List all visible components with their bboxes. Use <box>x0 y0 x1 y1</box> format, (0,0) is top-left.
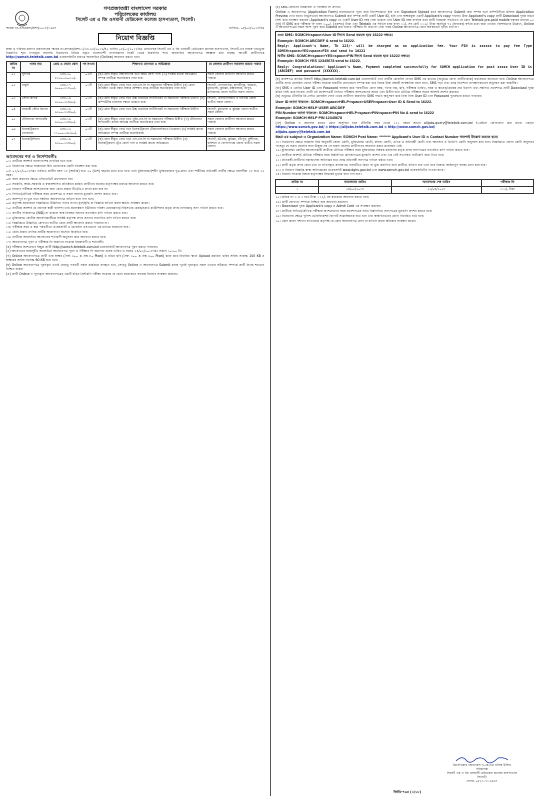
condition-item: ০২। নিয়োগের ক্ষেত্রে সরকারের বিধি মোতাবেক কোটা সংরক্ষণ করা হবে। <box>6 163 98 168</box>
table-cell: গ্রেড-১৩ ১১০০০-২৬৫৯০/- <box>51 126 81 136</box>
table-cell: সিলেট, মৌলভীবাজার ও হবিগঞ্জ জেলা ব্যতীত সকল জেলা। <box>206 96 264 106</box>
sms1-example: Example: SOMCH ABCDEF & send to 16222. <box>277 39 356 44</box>
table-row <box>7 116 265 126</box>
fee-table-header-row <box>276 180 534 187</box>
table-cell: ০১টি <box>81 126 97 136</box>
help-paragraph <box>275 122 534 130</box>
intro-paragraph <box>6 48 265 60</box>
table-cell: ০৫ <box>7 116 21 126</box>
condition-item: ১৫। কোন প্রকার তদবির প্রার্থীর অযোগ্যতা হিসেবে বিবেচিত হবে। <box>6 230 89 235</box>
table-cell: গ্রেড-১৬ ৯৩০০-২২৪৯০/- <box>51 116 81 126</box>
memo-date: তারিখঃ- ০৪/০৩/২০১৮খ্রিঃ <box>228 26 265 31</box>
table-row <box>7 106 265 116</box>
signatory-org: সিলেট এম এ জি ওসমানী মেডিকেল কলেজ হাসপাতাল <box>446 771 518 776</box>
sms2-example: Example: SOMCH YES 12345678 send to 16222. <box>277 59 361 64</box>
list-item: ২০। প্রার্থীকে অবশ্যই মৌখিক পরীক্ষার সময় নিম্নলিখিত কাগজপত্রের মূলকপি প্রদর্শন এবং এক সেট সত্যায়িত ফটোকপি জমা দিতে হবে। <box>275 153 445 158</box>
recovery-paragraph: (ঝ) শুধুমাত্র টেলিটক প্রি-পেইড মোবাইল ফোন থেকে প্রার্থীগণ নিম্নবর্ণিত SMS পদ্ধতি অনুসরণ করে নিজ নিজ User ID এবং Password পুনরুদ্ধার করতে পারবেন। <box>275 94 483 99</box>
col-header-post: পদের নাম <box>21 62 51 72</box>
header-line-hospital: সিলেট এম এ জি ওসমানী মেডিকেল কলেজ হাসপাতাল, সিলেট। <box>75 18 195 24</box>
table-cell: ০৪ <box>7 106 21 116</box>
list-item: ২২। প্রার্থী কর্তৃক প্রদত্ত কোন তথ্য বা দাখিলকৃত কাগজপত্র পরবর্তীতে মিথ্যা বা ভুয়া প্রমাণিত হলে প্রার্থীতা বাতিল হবে এবং তার বিরুদ্ধে আইনানুগ ব্যবস্থা গ্রহণ করা হবে। <box>275 162 487 167</box>
list-item: ২১। প্রতিবন্ধী প্রার্থীদের সমাজসেবা অধিদপ্তর হতে প্রাপ্ত প্রতিবন্ধী সনদপত্র দাখিল করতে হবে। <box>275 158 393 162</box>
table-cell: ইলেকট্রিশিয়ান <box>21 137 51 151</box>
online-instruction-item: (ঙ) প্রার্থী Online এ পূরণকৃত আবেদনপত্রের একটি রঙিন প্রিন্টকপি পরীক্ষা সংক্রান্ত যে কোন প্রয়োজনে সহায়ক হিসেবে সংরক্ষণ করবেন। <box>6 271 178 276</box>
table-cell: (ক) কোন স্বীকৃত বোর্ড হতে এইচ.এস.সি বা সমমানের পরীক্ষায় উত্তীর্ণ। (খ) টেলিফোন অপারেটিং কাজে অভিজ্ঞ প্রার্থীকে অগ্রাধিকার দেয়া হবে। <box>97 116 207 126</box>
list-item: ২৭। Download পূর্বক Applicant's copy ও Admit Card এর সংরক্ষণ করবেন। <box>275 204 382 209</box>
right-items-list <box>275 141 534 178</box>
posts-table <box>6 61 265 151</box>
posts-table-body <box>7 72 265 150</box>
fee-col-start: আবেদনের তারিখ <box>319 180 392 187</box>
table-cell: সহকারী স্টোর কিপার <box>21 106 51 116</box>
table-cell: গ্রেড-১৭ ৯০০০-২১৮০০/- <box>51 82 81 96</box>
table-cell: গ্রেড-১৬ ৯৩০০-২২৪৯০/- <box>51 106 81 116</box>
fee-cell: ২৪/০৩/২০১৮ <box>319 187 392 194</box>
conditions-title: আবেদনের শর্ত ও নির্দেশাবলীঃ <box>6 154 57 159</box>
table-cell: ০১টি <box>81 116 97 126</box>
list-item: ২৯। নিয়োগের ক্ষেত্রে পুলিশ ভেরিফিকেশন রিপোর্ট সন্তোষজনক হতে হবে এবং স্বাস্থ্যগতভাবে যোগ্য বিবেচিত হতে হবে। <box>275 214 425 219</box>
col-header-count: পদ সংখ্যা <box>81 62 97 72</box>
condition-item: ০৩। ০১/০৩/২০১৮খ্রিঃ তারিখে প্রার্থীর বয়স ১৮ (আঠার) হতে ৩০ (ত্রিশ) বছরের মধ্যে হতে হবে। তবে মুক্তিযোদ্ধা/শহীদ মুক্তিযোদ্ধার পুত্র-কন্যা এবং শারীরিক প্রতিবন্ধী প্রার্থীর ক্ষেত্রে বয়সসীমা ১৮ হতে ৩২ বছর। <box>6 168 265 177</box>
intro-tail: ওয়েবসাইটের মাধ্যমে অনলাইনে (Online) আবেদন করতে হবে। <box>59 54 140 59</box>
online-instruction-item: (খ) আবেদনের সময়সূচীঃ অনলাইনে আবেদনপত্র পূরণ ও পরীক্ষার ফি জমাদান শুরুর তারিখ ও সময়ঃ ২৪/০৩/২০১৮খ্রিঃ সকাল ১০:০০ টা। <box>6 249 182 254</box>
table-row <box>7 137 265 151</box>
help-links[interactable]: https://www.somch.gov.bd/ ও https://alljobs.teletalk.com.bd ও http://www.somch.gov.bd/ <box>275 124 435 129</box>
table-cell: সকল জেলার প্রার্থীগণ আবেদন করতে পারবে। <box>206 72 264 82</box>
conditions-section <box>6 154 265 276</box>
fee-table <box>275 179 534 194</box>
table-cell: (ক) কোন স্বীকৃত বোর্ড হতে এস.এস.সি বা সমমানের পরীক্ষায় উত্তীর্ণ। (খ) কোন প্রতিষ্ঠান থেকে রন্ধন বিষয়ে প্রশিক্ষণ প্রাপ্ত প্রার্থীকে অগ্রাধিকার দেয়া হবে। <box>97 82 207 96</box>
signature-block <box>434 754 530 784</box>
table-cell: সকল জেলার প্রার্থীগণ আবেদন করতে পারবে। <box>206 116 264 126</box>
mail-subject-note: Mail এর subject এ Organization Name: SOMCH Post Name: ******** Applicant's User ID ও Contact Number অবশ্যই উল্লেখ করতে হবে। <box>275 135 499 140</box>
table-cell: (ক) কোন স্বীকৃত বোর্ড হতে ইলেকট্রিক্যাল টেকনোলজিতে ডিপ্লোমা। (খ) সংশ্লিষ্ট কাজে অভিজ্ঞতা সম্পন্ন প্রার্থীকে অগ্রাধিকার। <box>97 126 207 136</box>
fee-cell: ২৩/০৪/২০১৮ <box>391 187 481 194</box>
sms-section-heading: (চ) SMS প্রেরণের নিয়মাবলী ও পরীক্ষার ফি প্রদানঃ <box>275 6 341 9</box>
table-cell: ০৩ <box>7 96 21 106</box>
condition-item: ০৮। অসম্পূর্ণ বা ভুল তথ্য সম্বলিত আবেদনপত্র বাতিল বলে গণ্য হবে। <box>6 196 94 201</box>
condition-item: ০৫। সরকারি, আধা-সরকারি ও স্বায়ত্তশাসিত প্রতিষ্ঠানে কর্মরত প্রার্থীদের যথাযথ কর্তৃপক্ষের মাধ্যমে আবেদন করতে হবে। <box>6 182 155 187</box>
header-line-government: গণপ্রজাতন্ত্রী বাংলাদেশ সরকার <box>103 6 167 12</box>
list-item: ২৪। নিয়োগ সংক্রান্ত বিষয়ে কর্তৃপক্ষের সিদ্ধান্তই চূড়ান্ত বলে গণ্য হবে। <box>275 172 362 177</box>
table-row <box>7 126 265 136</box>
memo-number: স্মারক নং-ওসমেকহা/প্রশা/২০১৮/১৬৬৭ <box>6 26 57 31</box>
sms1-reply: Reply: Applicant's Name, Tk 223/- will be charged as an application fee. Your PIN is xxxxxx to pay fee Type SOMCH<space>YES<space>PIN and send to 16222 <box>277 44 532 53</box>
col-header-qualification: শিক্ষাগত যোগ্যতা ও অভিজ্ঞতা <box>97 62 207 72</box>
online-instructions-list <box>6 246 265 277</box>
signatory-city: সিলেট। <box>477 775 487 780</box>
intro-website-link[interactable]: http://somch.teletalk.com.bd <box>6 54 59 59</box>
signatory-title: পরিচালক <box>475 767 489 772</box>
lost-pin-example: Example: SOMCH HELP PIN 12345678 <box>275 116 343 121</box>
list-item: ৩০। কোন কারণ দর্শানো ব্যতিরেকে কর্তৃপক্ষ যে কোন আবেদনপত্র গ্রহণ বা বাতিল করার অধিকার সংরক্ষণ করেন। <box>275 218 417 223</box>
table-cell: গ্রেড-১৬ ৯৩০০-২২৪৯০/- <box>51 96 81 106</box>
notice-title: নিয়োগ বিজ্ঞপ্তি <box>98 33 172 45</box>
online-instruction-item: (গ) Online আবেদনপত্রে প্রার্থী তার স্বাক্ষর (দৈর্ঘ্য ৩০০ × প্রস্থ ৮০ Pixel) ও রঙিন ছবি (দৈর্ঘ্য ৩০০ × প্রস্থ ৩০০ Pixel) স্ক্যান করে নির্ধারিত স্থানে Upload করবেন। ছবির সাইজ সর্বোচ্চ 100 KB ও স্বাক্ষরের সাইজ সর্বোচ্চ 60 KB হতে হবে। <box>6 254 265 263</box>
help-email-link[interactable]: alljobs.query@teletalk.com.bd <box>275 129 331 134</box>
right-column <box>275 6 534 796</box>
signature-scribble-icon <box>454 754 510 764</box>
table-row <box>7 72 265 82</box>
table-cell: (ক) কোন স্বীকৃত বোর্ড হতে উচ্চ মাধ্যমিক সার্টিফিকেট বা সমমানের পরীক্ষায় উত্তীর্ণ। <box>97 106 207 116</box>
col-header-serial: ক্রমিক নং <box>7 62 21 72</box>
lost-pin-sms: PIN Number জানা থাকলে: SOMCH<space>HELP<space>PIN<space>PIN No & send to 16222 <box>275 110 434 115</box>
condition-item: ১০। প্রার্থীকে অবশ্যই যে জেলার স্থায়ী বাসিন্দা তার প্রমাণস্বরূপ ইউনিয়ন পরিষদ চেয়ারম্যান/পৌরসভার মেয়র/ওয়ার্ড কাউন্সিলর কর্তৃক প্রদত্ত নাগরিকত্ব সনদ দাখিল করতে হবে। <box>6 206 224 211</box>
table-cell: সিলেট, চট্টগ্রাম, কুমিল্লা, চাঁদপুর, মুন্সীগঞ্জ, বরিশাল ও গোপালগঞ্জ জেলা ব্যতীত সকল জেলা। <box>206 137 264 151</box>
sms1-format: SOMCH<space>User ID লিখে Send করতে হবে 16222 নম্বরে। <box>294 33 393 38</box>
condition-item: ০৬। নিয়োগ পরীক্ষায় অংশগ্রহণের জন্য কোন প্রকার টিএ/ডিএ প্রদান করা হবে না। <box>6 187 109 192</box>
signatory-phone: ফোনঃ ০৮২১-৭১৩৬৬৭ <box>466 779 498 784</box>
table-cell: ০২টি <box>81 72 97 82</box>
table-cell: ইলেকট্রিক্যাল ফোরম্যান <box>21 126 51 136</box>
table-row <box>7 82 265 96</box>
table-cell: ০১টি <box>81 137 97 151</box>
list-item: ২৩। এ নিয়োগ বিজ্ঞপ্তি স্বাস্থ্য অধিদপ্তরের ওয়েবসাইট www.dghs.gov.bd এবং www.somch.gov.bd ওয়েবসাইটেও পাওয়া যাবে। <box>275 167 445 172</box>
sms2-reply: Reply: Congratulations! Applicant's Name, Payment completed successfully for SOMCH application for post xxxxx User ID is (ABCDEF) and password (XXXXXX). <box>277 64 532 73</box>
table-cell: ০১টি <box>81 96 97 106</box>
fee-cell: ১ <box>276 187 319 194</box>
table-cell: ০১টি <box>81 82 97 96</box>
admit-card-paragraph: (ছ) প্রবেশপত্র প্রাপ্তির বিষয়টি http://somch.teletalk.com.bd ওয়েবসাইটে এবং প্রার্থীর মোবাইল ফোনে SMS এর মাধ্যমে (শুধুমাত্র যোগ্য প্রার্থীদেরকে) যথাসময়ে জানানো হবে। Online আবেদনপত্রে প্রার্থীর প্রদত্ত মোবাইল ফোনে পরীক্ষা সংক্রান্ত যাবতীয় যোগাযোগ সম্পন্ন করা হবে বিধায় উক্ত নম্বরটি সার্বক্ষণিক সচল রাখা, SMS পড়া এবং প্রাপ্ত নির্দেশনা তাৎক্ষণিকভাবে অনুসরণ করা বাঞ্চনীয়। <box>275 76 534 85</box>
signatory-name: ব্রিগেডিয়ার জেনারেল এ.কে.এম নাসির উদ্দিন <box>452 763 512 768</box>
table-cell: ০২ <box>7 82 21 96</box>
table-cell: গ্রেড-২০ ৮২৫০-২০০১০/- <box>51 72 81 82</box>
online-instruction-item: (ক) পরীক্ষায় অংশগ্রহণে ইচ্ছুক প্রার্থী http://somch.teletalk.com.bd ওয়েবসাইটে আবেদনপত্র পূরণ করতে পারবেন। <box>6 244 158 249</box>
sms-instructions-box <box>275 31 534 76</box>
lost-userid-sms: User ID জানা থাকলে: SOMCH<space>HELP<space>USER<space>User ID & Send to 16222. <box>275 100 433 105</box>
sms1-label: প্রথম SMS: <box>277 33 294 38</box>
table-cell: (ক) কোন স্বীকৃত বিশ্ববিদ্যালয় হতে অষ্টম শ্রেণী পাস। (খ) সংশ্লিষ্ট কাজে অভিজ্ঞতা সম্পন্ন প্রার্থীকে অগ্রাধিকার দেয়া হবে। <box>97 72 207 82</box>
notice-header <box>6 6 265 24</box>
col-header-grade: গ্রেড ও বেতন স্কেল <box>51 62 81 72</box>
header-line-office: পরিচালকের কার্যালয় <box>114 12 156 19</box>
col-header-district: যে জেলার প্রার্থীগণ আবেদন করতে পারবে <box>206 62 264 72</box>
table-cell: বাবুর্চি <box>21 82 51 96</box>
condition-item: ১৩। বিজ্ঞপ্তিতে উল্লিখিত যোগ্যতা ব্যতীত কোন প্রার্থী আবেদন করতে পারবেন না। <box>6 220 109 225</box>
sms2-line <box>277 54 532 59</box>
table-cell: ০১ <box>7 72 21 82</box>
condition-item: ১৭। আবেদনপত্র পূরণ ও পরীক্ষার ফি জমাদান সংক্রান্ত নিয়মাবলী ও শর্তাবলীঃ <box>6 239 104 244</box>
condition-item: ০৪। বয়স প্রমাণের ক্ষেত্রে এফিডেভিট গ্রহণযোগ্য নয়। <box>6 177 73 182</box>
sms1-line <box>277 33 532 38</box>
condition-item: ১২। মুক্তিযোদ্ধা কোটায় আবেদনকারীকে সংশ্লিষ্ট কর্তৃপক্ষ প্রদত্ত সনদের সত্যায়িত কপি দাখিল করতে হবে। <box>6 215 137 220</box>
fee-col-end: আবেদনের শেষ তারিখ <box>391 180 481 187</box>
lost-userid-example: Example: SOMCH HELP USER ABCDEF <box>275 105 345 110</box>
footer-code: জিডি-৭৬৩ (২/১৮) <box>393 789 422 794</box>
intro-text: স্বাস্থ্য ও পরিবার কল্যাণ মন্ত্রণালয়ের স্মারক নং-স্বাপকম/প্রশা-১/৩এ-৩৩/২০১৬/৪৫ তারিখ ০৮/০১/২০১৮খ্রিঃ মোতাবেক সিলেট এম এ জি ওসমানী মেডিকেল কলেজ হাসপাতাল, সিলেট-এর রাজস্ব খাতভুক্ত নিম্নবর্ণিত শূন্য পদসমূহে সরাসরি নিয়োগের নিমিত্ত প্রকৃত বাংলাদেশী নাগরিকদের নিকট থেকে নিম্নবর্ণিত শর্তে অনলাইনে আবেদনপত্র আহ্বান করা যাচ্ছে। আগ্রহী প্রার্থীগণকে <box>6 46 265 55</box>
table-cell: ০১টি <box>81 106 97 116</box>
help-text: (ঞ) Online এ আবেদন করতে কোন অসুবিধা হলে টেলিটক নম্বর থেকে ১২১ নম্বরে অথবা alljobs.query@teletalk.com.bd ই-মেইলে যোগাযোগ করা যাবে। এছাড়া <box>275 120 534 125</box>
fee-col-serial: ক্রমিক নং <box>276 180 319 187</box>
condition-item: ১৬। প্রার্থীকে অনলাইনে আবেদনের শর্তাবলী অনুসরণ করে আবেদন করতে হবে। <box>6 234 107 239</box>
submission-paragraph: Online এ আবেদনপত্র (Application Form) যথাযথভাবে পূরণ করে নির্দেশনামতে ছবি এবং Signature Upload করে আবেদনপত্র Submit করা সম্পন্ন হলে কম্পিউটারে ছবিসহ Application Preview দেখা যাবে। নির্ভুলভাবে আবেদনপত্র Submit করা সম্পন্ন প্রার্থী একটি User ID, ছবি এবং স্বাক্ষরযুক্ত একটি Applicant's copy পাবেন। উক্ত Applicant's copy প্রার্থী Download পূর্বক রঙিন প্রিন্ট করে সংরক্ষণ করবেন। Applicant's copy তে একটি User ID নম্বর দেয়া থাকবে এবং User ID নম্বর ব্যবহার করে প্রার্থী নিম্নোক্ত পদ্ধতিতে যে কোন Teletalk pre-paid mobile নম্বরের মাধ্যমে ০২ (দুই) টি SMS করে পরীক্ষার ফি বাবদ ১০০/- (একশত) টাকা এবং Teletalk এর সার্ভিস চার্জ বাবদ ১২/- সহ মোট ১১২/- টাকা অনধিক ৭২ (বাহাত্তর) ঘন্টার মধ্যে জমা দেবেন। বিশেষভাবে উল্লেখ্য, Online এ আবেদনপত্রের সকল অংশ পূরণ করে Submit করা হলেও পরীক্ষার ফি জমা না দেয়া পর্যন্ত Online আবেদনপত্র কোন অবস্থাতেই গৃহীত হবে না। <box>275 9 534 30</box>
table-cell: টেলিফোন অপারেটর <box>21 116 51 126</box>
government-emblem-icon <box>14 10 30 28</box>
fee-table-body <box>276 187 534 194</box>
list-item: ২৫। ক্রমিক নং ৩ ও ৫ হতে টাকা ১১২/- সহ যথাক্রমে আবেদন করতে হবে। <box>275 194 370 199</box>
fee-cell: ১১২/- টাকা <box>481 187 533 194</box>
table-cell: স্টোর কিপার <box>21 96 51 106</box>
table-row <box>7 96 265 106</box>
posts-table-header-row <box>7 62 265 72</box>
condition-item: ০৯। কর্তৃপক্ষ প্রয়োজনে বিজ্ঞপ্তিতে উল্লিখিত পদের সংখ্যা হ্রাস/বৃদ্ধি বা বিজ্ঞপ্তি বাতিল করার ক্ষমতা সংরক্ষণ করেন। <box>6 201 150 206</box>
condition-item: ১১। জাতীয় পরিচয়পত্র (NID) না থাকলে জন্ম নিবন্ধন সনদের সত্যায়িত কপি দাখিল করতে হবে। <box>6 211 128 215</box>
fee-row <box>276 187 534 194</box>
table-cell: সকল জেলার প্রার্থীগণ আবেদন করতে পারবে। <box>206 126 264 136</box>
conditions-list <box>6 160 265 245</box>
table-cell: ০৭ <box>7 137 21 151</box>
table-cell: সিলেট, গোপালগঞ্জ, মাদারীপুর, বরগুনা, চুয়াডাঙ্গা, কুমিল্লা, কক্সবাজার, রংপুর, মানিকগঞ্জ জেলা ব্যতীত সকল জেলা। <box>206 82 264 96</box>
condition-item: ১৪। পরীক্ষার সময় ও স্থান পরবর্তীতে ওয়েবসাইট ও মোবাইল এসএমএস এর মাধ্যমে জানানো হবে। <box>6 225 130 230</box>
column-divider <box>270 6 271 796</box>
download-paragraph: (জ) SMS এ প্রেরিত User ID এবং Password ব্যবহার করে পরবর্তীতে রোল নম্বর, পদের নাম, ছবি, পরীক্ষার তারিখ, সময় ও স্থানের/কেন্দ্রের নাম ইত্যাদি তথ্য সম্বলিত প্রবেশপত্র প্রার্থী Download পূর্বক রঙিন প্রিন্ট করে নিবেন। প্রার্থী এই প্রবেশপত্রটি লিখিত পরীক্ষায় অংশগ্রহণের সময়ে এবং উত্তীর্ণ হলে মৌখিক পরীক্ষার সময়ে অবশ্যই প্রদর্শন করবেন। <box>275 85 534 94</box>
table-cell: গ্রেড-১৬ ৯৩০০-২২৪৯০/- <box>51 137 81 151</box>
list-item: ১৮। নিয়োগের ক্ষেত্রে সরকারি বিধি অনুযায়ী জেলা কোটা, মুক্তিযোদ্ধা কোটা, মহিলা কোটা, এতিম ও প্রতিবন্ধী কোটা এবং আনসার ও ভিডিপি কোটা অনুসরণ করা হবে। বিজ্ঞপ্তিতে জেলা কোটা অনুসারে পদসমূহ যে সকল জেলার জন্য উন্মুক্ত নয় সে সকল জেলার প্রার্থীগণের আবেদন করার প্রয়োজন নেই। <box>275 139 534 148</box>
fee-col-fee: পরীক্ষার ফি <box>481 180 533 187</box>
table-cell: সুইপার <box>21 72 51 82</box>
list-item: ১৯। মুক্তিযোদ্ধা কোটায় আবেদনকারী প্রার্থীকে মৌখিক পরীক্ষার সময় মুক্তিযোদ্ধা বিষয়ক মন্ত্রণালয় কর্তৃক প্রদত্ত সনদপত্রের সত্যায়িত কপি দাখিল করতে হবে। <box>275 148 470 153</box>
help-email-line <box>275 131 534 135</box>
table-cell: সিলেট, চুয়াডাঙ্গা ও কুমিল্লা জেলা ব্যতীত সকল জেলা। <box>206 106 264 116</box>
table-cell: (ক) কোন স্বীকৃত বোর্ড হতে উচ্চ মাধ্যমিক সার্টিফিকেট বা সমমানের পরীক্ষায় উত্তীর্ণ। (খ) কম্পিউটার চালনায় দক্ষতা থাকতে হবে। <box>97 96 207 106</box>
list-item: ২৮। প্রার্থীকে লিখিত/মৌখিক পরীক্ষায় অংশগ্রহণের সময় প্রবেশপত্রের সাথে নিম্নলিখিত সনদপত্রের মূলকপি প্রদর্শন করতে হবে। <box>275 209 433 214</box>
online-instruction-item: (ঘ) Online আবেদনপত্রে পূরণকৃত তথ্যই যেহেতু পরবর্তী সকল কার্যক্রমে ব্যবহৃত হবে, সেহেতু Online এ আবেদনপত্র Submit করার পূর্বেই পূরণকৃত সকল তথ্যের সঠিকতা সম্পর্কে প্রার্থী নিজে শতভাগ নিশ্চিত হবেন। <box>6 262 265 271</box>
sms2-label: দ্বিতীয় SMS: <box>277 53 296 58</box>
tail-items-list <box>275 196 534 224</box>
condition-item: ০৭। লিখিত/মৌখিক পরীক্ষার সময় প্রবেশপত্র ও সকল সনদের মূলকপি প্রদর্শন করতে হবে। <box>6 191 118 196</box>
left-column <box>6 6 265 796</box>
condition-item: ০১। প্রার্থীকে অবশ্যই বাংলাদেশের নাগরিক হতে হবে। <box>6 159 73 164</box>
signature-image <box>434 754 530 764</box>
sms2-format: SOMCH<space>YES<space>PIN লিখে Send করতে হবে 16222 নম্বরে। <box>296 53 411 58</box>
reference-line <box>6 27 265 31</box>
table-cell: (ক) কোন স্বীকৃত বোর্ড হতে এস.এস.সি বা সমমানের পরীক্ষায় উত্তীর্ণ। (খ) ইলেকট্রিক্যাল ট্রেড কোর্স পাস ও সংশ্লিষ্ট কাজে অভিজ্ঞতা। <box>97 137 207 151</box>
table-cell: ০৬ <box>7 126 21 136</box>
list-item: ২৬। প্রার্থী যোগ্যতা সম্পর্কে নিশ্চিত হয়ে আবেদন করবেন। <box>275 199 348 204</box>
